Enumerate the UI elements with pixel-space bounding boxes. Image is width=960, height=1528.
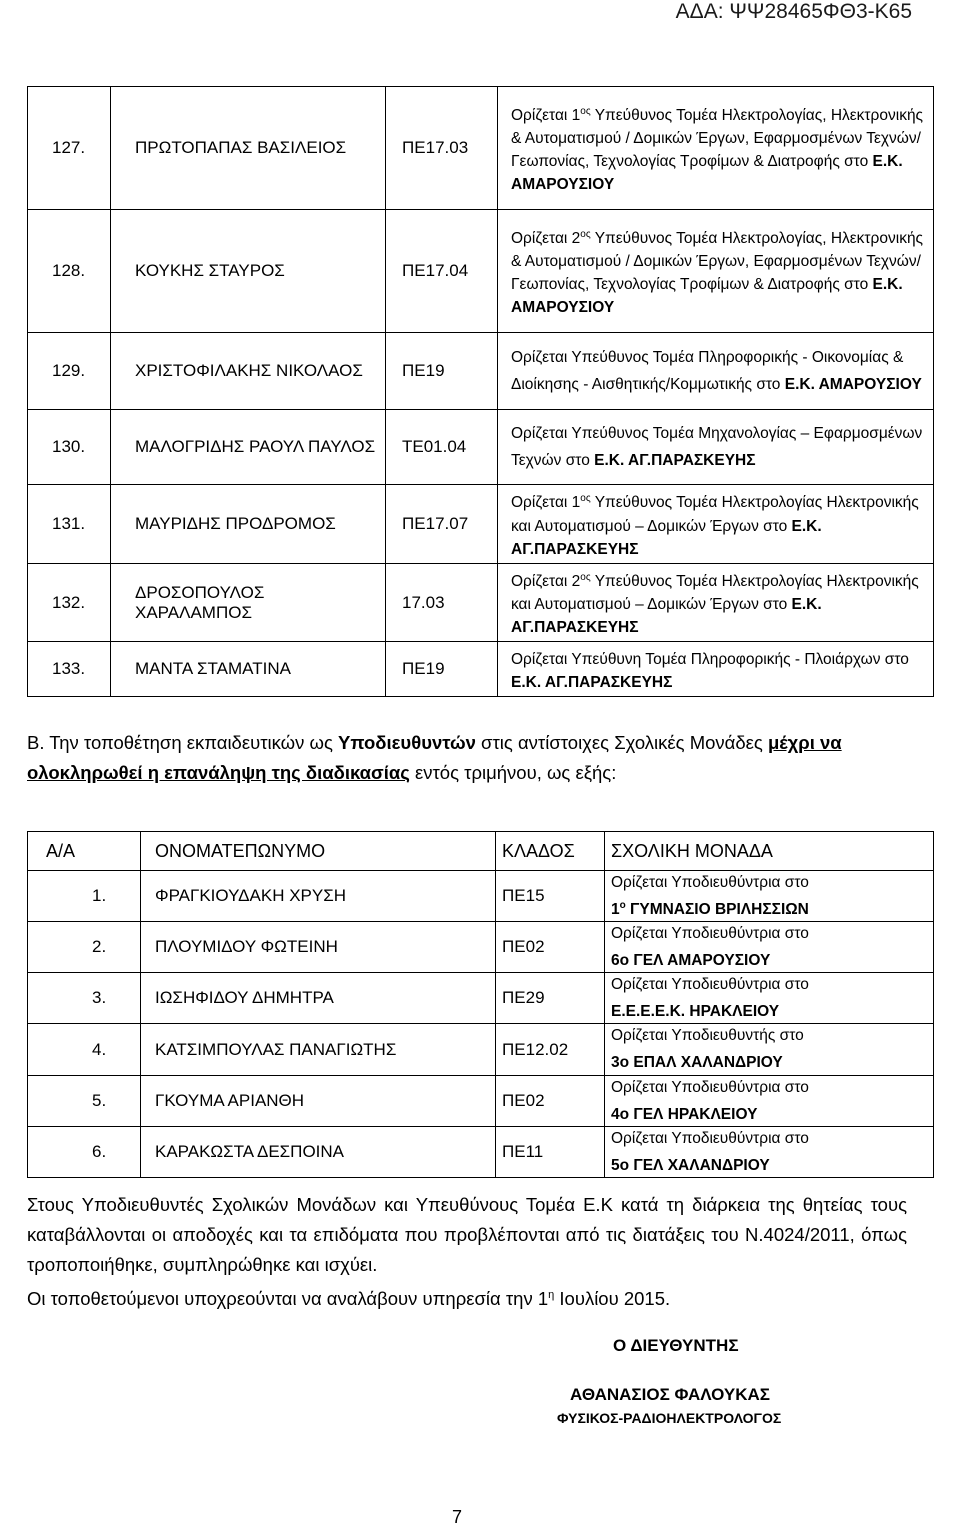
- desc-pre: Ορίζεται 2: [511, 573, 581, 591]
- desc-pre: Ορίζεται 1: [511, 107, 581, 125]
- row-number: [28, 871, 141, 922]
- closing-text-2-sup: η: [548, 1289, 555, 1301]
- desc-post: Υπεύθυνος Τομέα Ηλεκτρολογίας, Ηλεκτρονικής & Αυτοματισμού / Δομικών Έργων, Εφαρμοσμένων Τεχνών/Γεωπονίας, Τεχνολογίας Τροφίμων & Διατροφής στο: [511, 230, 924, 294]
- school-assignment: [605, 1126, 934, 1177]
- teacher-name: ΔΡΟΣΟΠΟΥΛΟΣ ΧΑΡΑΛΑΜΠΟΣ: [111, 564, 386, 642]
- school-assignment: [605, 1075, 934, 1126]
- row-number: [28, 642, 111, 697]
- row-number-text: 129.: [52, 361, 86, 380]
- role-text: Ορίζεται Υποδιευθύντρια στο: [611, 1078, 809, 1096]
- role-text: Ορίζεται Υποδιευθύντρια στο: [611, 976, 809, 994]
- role-text: Ορίζεται Υποδιευθυντής στο: [611, 1027, 804, 1045]
- desc-school: Ε.Κ. ΑΓ.ΠΑΡΑΣΚΕΥΗΣ: [511, 674, 673, 692]
- section-b-tail: εντός τριμήνου, ως εξής:: [409, 762, 617, 783]
- assignment-description: [498, 642, 934, 697]
- row-number: [28, 333, 111, 410]
- table-row: [28, 973, 934, 1024]
- closing-text-2: [27, 1280, 907, 1314]
- row-number: [28, 410, 111, 485]
- table-row: [28, 333, 934, 410]
- section-b-role: Υποδιευθυντών: [338, 732, 476, 753]
- school-assignment: [605, 922, 934, 973]
- specialty-code: ΠΕ17.07: [386, 485, 498, 564]
- teacher-name: ΦΡΑΓΚΙΟΥΔΑΚΗ ΧΡΥΣΗ: [141, 871, 496, 922]
- director-name: ΑΘΑΝΑΣΙΟΣ ΦΑΛΟΥΚΑΣ: [570, 1385, 770, 1404]
- row-number: [28, 485, 111, 564]
- teacher-name: ΓΚΟΥΜΑ ΑΡΙΑΝΘΗ: [141, 1075, 496, 1126]
- assignment-description: [498, 485, 934, 564]
- school-name: [611, 1150, 933, 1177]
- row-number-text: 3.: [92, 988, 107, 1008]
- school-name-pre: Ε.Ε.Ε.Ε.Κ. ΗΡΑΚΛΕΙΟΥ: [611, 1003, 780, 1021]
- role-text: Ορίζεται Υποδιευθύντρια στο: [611, 1129, 809, 1147]
- desc-pre: Ορίζεται Υπεύθυνος Τομέα Πληροφορικής - Οικονομίας & Διοίκησης - Αισθητικής/Κομμωτικής στο: [511, 348, 904, 394]
- teacher-name: ΙΩΣΗΦΙΔΟΥ ΔΗΜΗΤΡΑ: [141, 973, 496, 1024]
- assignment-description: [498, 87, 934, 210]
- role-text: Ορίζεται Υποδιευθύντρια στο: [611, 874, 809, 891]
- row-number-text: 6.: [92, 1141, 107, 1161]
- teacher-name: ΜΑΥΡΙΔΗΣ ΠΡΟΔΡΟΜΟΣ: [111, 485, 386, 564]
- table-row: [28, 87, 934, 210]
- header-name: ΟΝΟΜΑΤΕΠΩΝΥΜΟ: [141, 832, 496, 871]
- desc-sup: ος: [580, 493, 591, 505]
- school-name-sup: ο: [619, 900, 626, 911]
- teacher-name: ΚΟΥΚΗΣ ΣΤΑΥΡΟΣ: [111, 210, 386, 333]
- section-b-condition: μέχρι να ολοκληρωθεί η επανάληψη της διαδικασίας: [27, 732, 842, 783]
- school-name: [611, 1047, 933, 1074]
- desc-school: Ε.Κ. ΑΓ.ΠΑΡΑΣΚΕΥΗΣ: [511, 517, 822, 558]
- specialty-code: ΠΕ17.03: [386, 87, 498, 210]
- assignment-description: [498, 333, 934, 410]
- row-number-text: 128.: [52, 261, 86, 280]
- page-number: 7: [452, 1507, 463, 1527]
- desc-post: Υπεύθυνος Τομέα Ηλεκτρολογίας Ηλεκτρονικής και Αυτοματισμού – Δομικών Έργων στο: [511, 494, 919, 535]
- assignment-description: [498, 564, 934, 642]
- desc-pre: Ορίζεται 1: [511, 494, 581, 512]
- row-number-text: 4.: [92, 1039, 107, 1059]
- row-number-text: 5.: [92, 1090, 107, 1110]
- table-row: [28, 210, 934, 333]
- row-number: [28, 1075, 141, 1126]
- specialty-code: ΠΕ17.04: [386, 210, 498, 333]
- table-header-row: [28, 832, 934, 871]
- school-name-pre: 3ο ΕΠΑΛ ΧΑΛΑΝΔΡΙΟΥ: [611, 1054, 783, 1072]
- desc-school: Ε.Κ. ΑΜΑΡΟΥΣΙΟΥ: [511, 153, 903, 194]
- section-b-lead: Β. Την τοποθέτηση εκπαιδευτικών ως: [27, 732, 338, 753]
- table-row: [28, 871, 934, 922]
- school-assignment: [605, 871, 934, 922]
- desc-sup: ος: [580, 228, 591, 240]
- section-b-mid: στις αντίστοιχες Σχολικές Μονάδες: [475, 732, 768, 753]
- ada-code: ΑΔΑ: ΨΨ28465ΦΘ3-Κ65: [675, 0, 912, 23]
- director-title: ΦΥΣΙΚΟΣ-ΡΑΔΙΟΗΛΕΚΤΡΟΛΟΓΟΣ: [557, 1410, 782, 1426]
- desc-school: Ε.Κ. ΑΓ.ΠΑΡΑΣΚΕΥΗΣ: [511, 596, 822, 637]
- school-assignment: [605, 973, 934, 1024]
- row-number-text: 1.: [92, 886, 107, 906]
- table-row: [28, 564, 934, 642]
- role-text: Ορίζεται Υποδιευθύντρια στο: [611, 925, 809, 943]
- school-name: [611, 945, 933, 972]
- teacher-name: ΠΡΩΤΟΠΑΠΑΣ ΒΑΣΙΛΕΙΟΣ: [111, 87, 386, 210]
- school-name-pre: 5ο ΓΕΛ ΧΑΛΑΝΔΡΙΟΥ: [611, 1156, 770, 1174]
- assignment-description: [498, 410, 934, 485]
- specialty-code: 17.03: [386, 564, 498, 642]
- desc-school: Ε.Κ. ΑΓ.ΠΑΡΑΣΚΕΥΗΣ: [594, 452, 756, 470]
- table-row: [28, 410, 934, 485]
- desc-sup: ος: [580, 572, 591, 583]
- row-number: [28, 922, 141, 973]
- header-klados: ΚΛΑΔΟΣ: [496, 832, 605, 871]
- table-row: [28, 485, 934, 564]
- school-name-post: ΓΥΜΝΑΣΙΟ ΒΡΙΛΗΣΣΙΩΝ: [625, 901, 809, 919]
- deputy-directors-table: [27, 831, 934, 1178]
- desc-pre: Ορίζεται 2: [511, 230, 581, 248]
- school-name: [611, 1099, 933, 1126]
- table-row: [28, 922, 934, 973]
- specialty-code: ΠΕ02: [496, 1075, 605, 1126]
- teacher-name: ΠΛΟΥΜΙΔΟΥ ΦΩΤΕΙΝΗ: [141, 922, 496, 973]
- teacher-name: ΜΑΛΟΓΡΙΔΗΣ ΡΑΟΥΛ ΠΑΥΛΟΣ: [111, 410, 386, 485]
- table-row: [28, 1126, 934, 1177]
- table-row: [28, 1024, 934, 1075]
- desc-post: Υπεύθυνος Τομέα Ηλεκτρολογίας, Ηλεκτρονικής & Αυτοματισμού / Δομικών Έργων, Εφαρμοσμένων Τεχνών/Γεωπονίας, Τεχνολογίας Τροφίμων & Διατροφής στο: [511, 107, 924, 171]
- row-number: [28, 1126, 141, 1177]
- teacher-name: ΜΑΝΤΑ ΣΤΑΜΑΤΙΝΑ: [111, 642, 386, 697]
- row-number: [28, 973, 141, 1024]
- header-aa: Α/Α: [28, 832, 141, 871]
- school-name-pre: 4ο ΓΕΛ ΗΡΑΚΛΕΙΟΥ: [611, 1105, 758, 1123]
- section-b-paragraph: [27, 728, 907, 788]
- heads-of-sector-table: [27, 86, 934, 697]
- desc-school: Ε.Κ. ΑΜΑΡΟΥΣΙΟΥ: [511, 276, 903, 317]
- assignment-description: [498, 210, 934, 333]
- row-number-text: 130.: [52, 437, 86, 456]
- closing-text-2-post: Ιουλίου 2015.: [554, 1288, 671, 1310]
- specialty-code: ΠΕ15: [496, 871, 605, 922]
- row-number: [28, 564, 111, 642]
- table-row: [28, 1075, 934, 1126]
- teacher-name: ΚΑΤΣΙΜΠΟΥΛΑΣ ΠΑΝΑΓΙΩΤΗΣ: [141, 1024, 496, 1075]
- desc-pre: Ορίζεται Υπεύθυνη Τομέα Πληροφορικής - Πλοιάρχων στο: [511, 651, 909, 669]
- school-name: [611, 894, 933, 921]
- closing-text-1: Στους Υποδιευθυντές Σχολικών Μονάδων και Υπευθύνους Τομέα Ε.Κ κατά τη διάρκεια της θητείας τους καταβάλλονται οι αποδοχές και τα επιδόματα που προβλέπονται από τις διατάξεις του Ν.4024/2011, όπως τροποποιήθηκε, συμπληρώθηκε και ισχύει.: [27, 1194, 907, 1275]
- teacher-name: ΧΡΙΣΤΟΦΙΛΑΚΗΣ ΝΙΚΟΛΑΟΣ: [111, 333, 386, 410]
- specialty-code: ΠΕ29: [496, 973, 605, 1024]
- desc-pre: Ορίζεται Υπεύθυνος Τομέα Μηχανολογίας – Εφαρμοσμένων Τεχνών στο: [511, 424, 923, 470]
- specialty-code: ΠΕ12.02: [496, 1024, 605, 1075]
- teacher-name: ΚΑΡΑΚΩΣΤΑ ΔΕΣΠΟΙΝΑ: [141, 1126, 496, 1177]
- desc-sup: ος: [580, 105, 591, 117]
- school-name-pre: 6ο ΓΕΛ ΑΜΑΡΟΥΣΙΟΥ: [611, 952, 771, 970]
- school-name: [611, 996, 933, 1023]
- closing-text-2-pre: Οι τοποθετούμενοι υποχρεούνται να αναλάβουν υπηρεσία την 1: [27, 1288, 549, 1310]
- desc-school: Ε.Κ. ΑΜΑΡΟΥΣΙΟΥ: [784, 376, 922, 394]
- director-label: Ο ΔΙΕΥΘΥΝΤΗΣ: [613, 1336, 739, 1355]
- table-row: [28, 642, 934, 697]
- specialty-code: ΠΕ11: [496, 1126, 605, 1177]
- specialty-code: ΠΕ19: [386, 642, 498, 697]
- row-number-text: 132.: [52, 592, 86, 612]
- row-number: [28, 87, 111, 210]
- row-number-text: 131.: [52, 514, 86, 533]
- row-number-text: 127.: [52, 138, 86, 157]
- school-name-pre: 1: [611, 901, 620, 919]
- row-number: [28, 1024, 141, 1075]
- desc-post: Υπεύθυνος Τομέα Ηλεκτρολογίας Ηλεκτρονικής και Αυτοματισμού – Δομικών Έργων στο: [511, 573, 919, 614]
- row-number-text: 2.: [92, 937, 107, 957]
- specialty-code: ΠΕ02: [496, 922, 605, 973]
- school-assignment: [605, 1024, 934, 1075]
- row-number: [28, 210, 111, 333]
- specialty-code: ΠΕ19: [386, 333, 498, 410]
- header-school: ΣΧΟΛΙΚΗ ΜΟΝΑΔΑ: [605, 832, 934, 871]
- specialty-code: ΤΕ01.04: [386, 410, 498, 485]
- closing-paragraph: [27, 1190, 907, 1314]
- row-number-text: 133.: [52, 659, 86, 679]
